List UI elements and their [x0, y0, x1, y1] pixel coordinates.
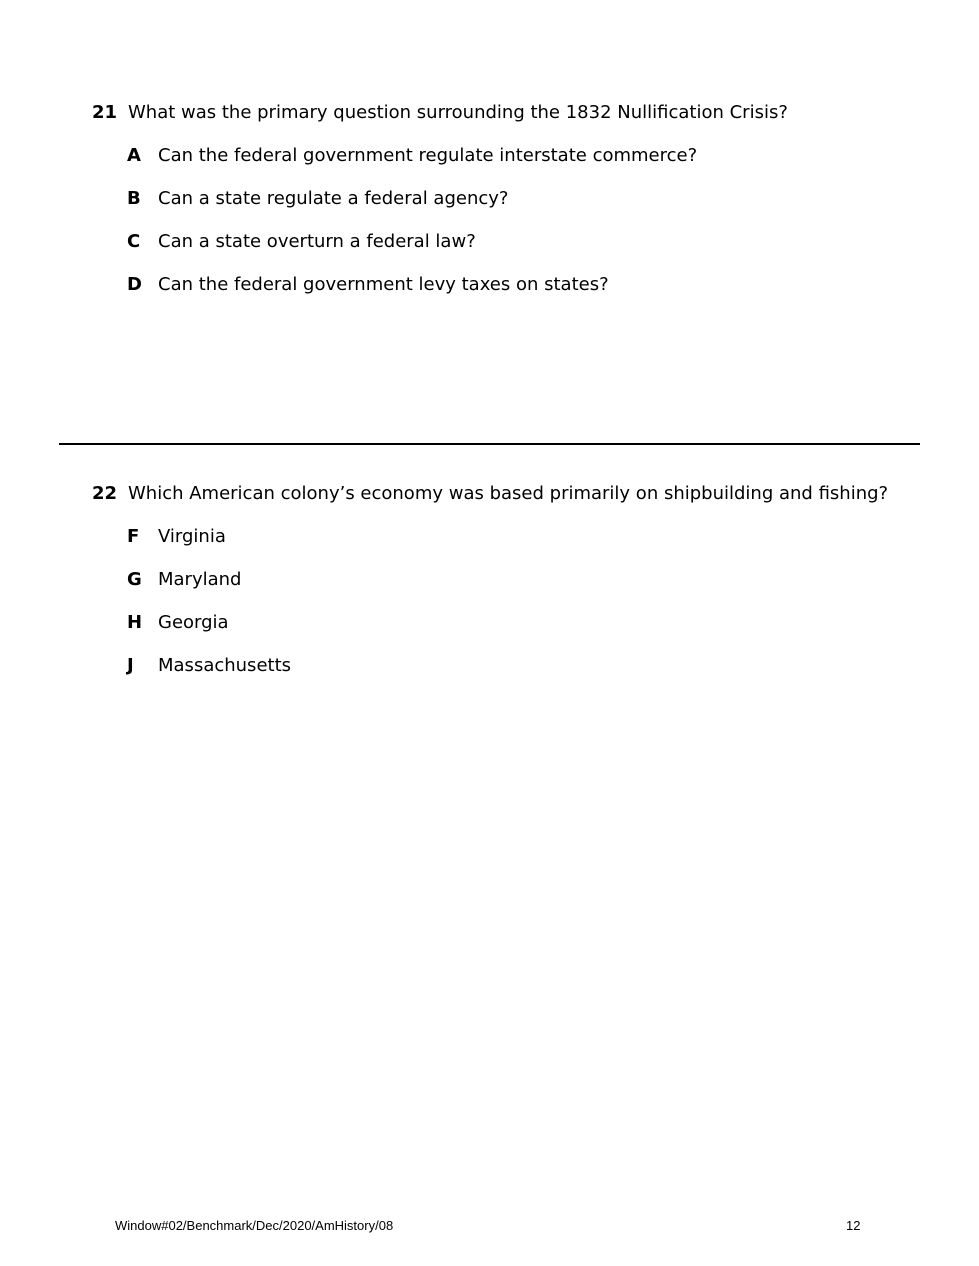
choice-letter: C: [127, 231, 141, 252]
answer-choice-b[interactable]: [127, 188, 939, 210]
answer-choice-c[interactable]: [127, 231, 939, 253]
answer-choice-d[interactable]: [127, 274, 939, 296]
choice-letter: D: [127, 274, 142, 295]
question-text: Which American colony’s economy was based primarily on shipbuilding and fishing?: [128, 483, 889, 504]
choice-letter: A: [127, 145, 141, 166]
choice-letter: F: [127, 526, 140, 547]
question-stem: [92, 483, 939, 505]
choice-text: Massachusetts: [158, 655, 292, 676]
choice-text: Georgia: [158, 612, 229, 633]
choice-letter: B: [127, 188, 141, 209]
choice-letter: H: [127, 612, 143, 633]
answer-choices: [92, 145, 939, 296]
choice-text: Can a state overturn a federal law?: [158, 231, 476, 252]
answer-choice-a[interactable]: [127, 145, 939, 167]
section-divider: [59, 443, 920, 445]
answer-choice-h[interactable]: [127, 612, 939, 634]
answer-choice-f[interactable]: [127, 526, 939, 548]
choice-text: Can the federal government levy taxes on states?: [158, 274, 609, 295]
choice-letter: J: [127, 655, 134, 676]
choice-text: Maryland: [158, 569, 242, 590]
choice-text: Virginia: [158, 526, 226, 547]
choice-text: Can the federal government regulate interstate commerce?: [158, 145, 698, 166]
answer-choice-j[interactable]: [127, 655, 939, 677]
choice-text: Can a state regulate a federal agency?: [158, 188, 509, 209]
answer-choices: [92, 526, 939, 677]
answer-choice-g[interactable]: [127, 569, 939, 591]
question-21: [92, 102, 939, 296]
question-number: 22: [92, 483, 118, 504]
question-text: What was the primary question surrounding the 1832 Nullification Crisis?: [128, 102, 788, 123]
choice-letter: G: [127, 569, 142, 590]
footer-code: Window#02/Benchmark/Dec/2020/AmHistory/08: [115, 1218, 394, 1233]
question-number: 21: [92, 102, 118, 123]
page-number: 12: [846, 1218, 861, 1233]
question-22: [92, 483, 939, 677]
question-stem: [92, 102, 939, 124]
